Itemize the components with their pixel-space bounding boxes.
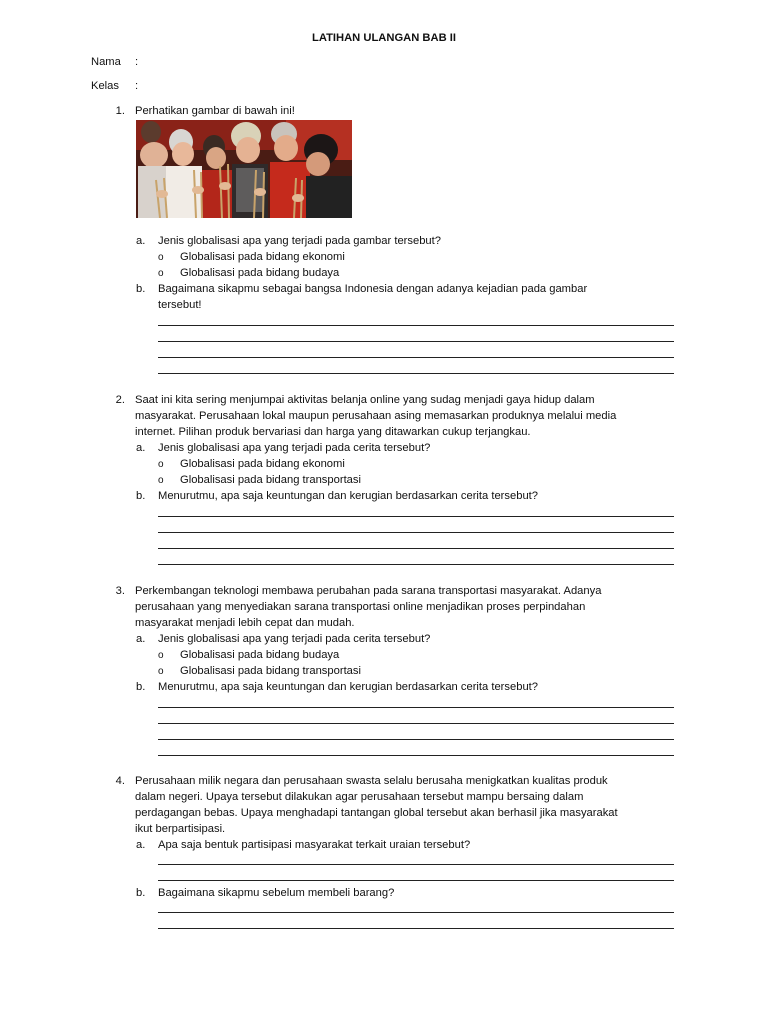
answer-line[interactable] xyxy=(158,325,674,326)
answer-line[interactable] xyxy=(158,755,674,756)
answer-line[interactable] xyxy=(158,548,674,549)
sub-question-text: Bagaimana sikapmu sebagai bangsa Indonesia dengan adanya kejadian pada gambar xyxy=(158,283,588,295)
question-text: masyarakat. Perusahaan lokal maupun perusahaan asing memasarkan produknya melalui media xyxy=(135,410,617,422)
sub-letter: b. xyxy=(136,681,146,693)
sub-letter: b. xyxy=(136,887,146,899)
question-text: Perkembangan teknologi membawa perubahan pada sarana transportasi masyarakat. Adanya xyxy=(135,585,602,597)
sub-question-text: Jenis globalisasi apa yang terjadi pada cerita tersebut? xyxy=(158,442,431,454)
answer-line[interactable] xyxy=(158,532,674,533)
sub-question-text: Menurutmu, apa saja keuntungan dan kerugian berdasarkan cerita tersebut? xyxy=(158,681,538,693)
sub-question-text: Jenis globalisasi apa yang terjadi pada gambar tersebut? xyxy=(158,235,441,247)
question-number: 2. xyxy=(115,394,125,406)
answer-option: Globalisasi pada bidang budaya xyxy=(180,649,340,661)
bullet-icon: o xyxy=(158,475,164,486)
bullet-icon: o xyxy=(158,666,164,677)
answer-line[interactable] xyxy=(158,739,674,740)
answer-option: Globalisasi pada bidang budaya xyxy=(180,267,340,279)
answer-line[interactable] xyxy=(158,912,674,913)
sub-question-text: Apa saja bentuk partisipasi masyarakat terkait uraian tersebut? xyxy=(158,839,471,851)
answer-option: Globalisasi pada bidang ekonomi xyxy=(180,251,345,263)
bullet-icon: o xyxy=(158,459,164,470)
sub-question-text: Jenis globalisasi apa yang terjadi pada cerita tersebut? xyxy=(158,633,431,645)
question-text: masyarakat menjadi lebih cepat dan mudah. xyxy=(135,617,355,629)
answer-line[interactable] xyxy=(158,516,674,517)
sub-question-text: Menurutmu, apa saja keuntungan dan kerugian berdasarkan cerita tersebut? xyxy=(158,490,538,502)
worksheet-title: LATIHAN ULANGAN BAB II xyxy=(312,32,456,44)
question-number: 4. xyxy=(115,775,125,787)
question-text: dalam negeri. Upaya tersebut dilakukan agar perusahaan tersebut mampu bersaing dalam xyxy=(135,791,584,803)
question-number: 3. xyxy=(115,585,125,597)
kelas-label: Kelas xyxy=(91,80,119,92)
bullet-icon: o xyxy=(158,650,164,661)
angklung-photo xyxy=(136,120,352,218)
sub-letter: a. xyxy=(136,442,146,454)
answer-line[interactable] xyxy=(158,723,674,724)
answer-line[interactable] xyxy=(158,341,674,342)
answer-line[interactable] xyxy=(158,564,674,565)
question-text: Saat ini kita sering menjumpai aktivitas belanja online yang sudag menjadi gaya hidup dalam xyxy=(135,394,595,406)
question-number: 1. xyxy=(115,105,125,117)
question-text: Perhatikan gambar di bawah ini! xyxy=(135,105,295,117)
answer-line[interactable] xyxy=(158,357,674,358)
bullet-icon: o xyxy=(158,268,164,279)
answer-option: Globalisasi pada bidang transportasi xyxy=(180,474,361,486)
sub-letter: a. xyxy=(136,633,146,645)
sub-question-text: Bagaimana sikapmu sebelum membeli barang? xyxy=(158,887,395,899)
sub-question-text: tersebut! xyxy=(158,299,202,311)
question-text: perusahaan yang menyediakan sarana transportasi online menjadikan proses perpindahan xyxy=(135,601,586,613)
answer-line[interactable] xyxy=(158,373,674,374)
question-text: Perusahaan milik negara dan perusahaan swasta selalu berusaha menigkatkan kualitas produk xyxy=(135,775,608,787)
question-text: ikut berpartisipasi. xyxy=(135,823,226,835)
sub-letter: a. xyxy=(136,839,146,851)
question-text: perdagangan bebas. Upaya menghadapi tantangan global tersebut akan berhasil jika masyarakat xyxy=(135,807,618,819)
answer-line[interactable] xyxy=(158,707,674,708)
nama-label: Nama xyxy=(91,56,121,68)
sub-letter: b. xyxy=(136,490,146,502)
bullet-icon: o xyxy=(158,252,164,263)
sub-letter: b. xyxy=(136,283,146,295)
kelas-colon: : xyxy=(135,80,139,92)
question-text: internet. Pilihan produk bervariasi dan harga yang ditawarkan cukup terjangkau. xyxy=(135,426,531,438)
nama-colon: : xyxy=(135,56,139,68)
answer-line[interactable] xyxy=(158,928,674,929)
answer-line[interactable] xyxy=(158,880,674,881)
answer-option: Globalisasi pada bidang transportasi xyxy=(180,665,361,677)
sub-letter: a. xyxy=(136,235,146,247)
answer-line[interactable] xyxy=(158,864,674,865)
answer-option: Globalisasi pada bidang ekonomi xyxy=(180,458,345,470)
